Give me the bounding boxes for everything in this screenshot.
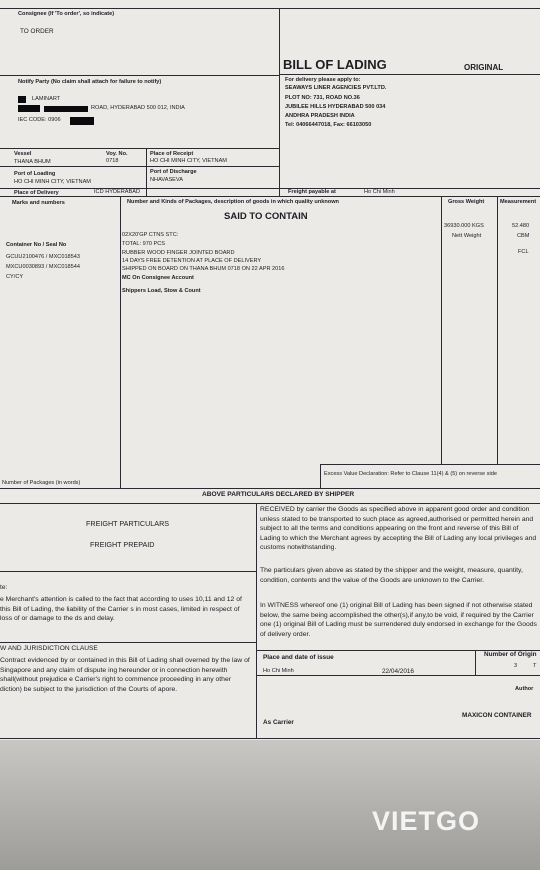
notify-party-line2: ROAD, HYDERABAD 500 012, INDIA [91,105,185,111]
above-particulars: ABOVE PARTICULARS DECLARED BY SHIPPER [202,491,355,498]
freight-prepaid: FREIGHT PREPAID [90,540,155,549]
notify-party-iec: IEC CODE: 0906 [18,117,61,123]
place-of-delivery-label: Place of Delivery [14,190,59,196]
received-clause: RECEIVED by carrier the Goods as specified above in apparent good order and condition unless stated to be transported to such place as agreed,authorised or permitted herein and subject to all the terms and conditions appearing on the front and reverse of this Bill of Lading to which the Merchant agrees by accepting the Bill of Lading any local privileges and customs notwithstanding. [260,506,537,552]
nett-weight-label: Nett Weight [452,233,482,239]
notify-party-label: Notify Party (No claim shall attach for failure to notify) [18,79,162,85]
divider [497,196,498,464]
jurisdiction-heading: W AND JURISDICTION CLAUSE [0,645,98,652]
vietgo-watermark: VIETGO [372,806,481,836]
merchant-note-heading: te: [0,584,8,591]
authorised-label: Author [515,686,534,692]
divider [0,196,540,197]
original-mark: ORIGINAL [464,63,504,72]
redaction-block [18,96,26,103]
number-of-originals-label: Number of Origin [484,651,537,658]
divider [256,503,257,738]
consignee-value: TO ORDER [20,28,54,35]
divider [320,464,540,465]
divider [0,571,256,572]
goods-description-line: RUBBER WOOD FINGER JOINTED BOARD [122,250,235,256]
container-line: MXCU0030893 / MXC018544 [6,264,81,270]
marks-header: Marks and numbers [12,200,65,206]
gross-weight-header: Gross Weight [448,199,485,205]
goods-description-line: SHIPPED ON BOARD ON THANA BHUM 0718 ON 22 APR 2016 [122,266,285,272]
place-date-issue-label: Place and date of issue [263,654,334,661]
place-of-receipt-label: Place of Receipt [150,151,194,157]
goods-description-line: 14 DAYS FREE DETENTION AT PLACE OF DELIVERY [122,258,262,264]
consignee-label: Consignee (If 'To order', so indicate) [18,11,115,17]
divider [0,166,280,167]
port-of-loading-value: HO CHI MINH CITY, VIETNAM [14,179,91,185]
freight-payable-value: Ho Chi Minh [364,189,395,195]
measurement-header: Measurement [500,199,537,205]
container-label: Container No / Seal No [6,242,67,248]
delivery-apply-label: For delivery please apply to: [285,77,361,83]
port-of-discharge-label: Port of Discharge [150,169,197,175]
redaction-block [70,117,94,125]
voyage-label: Voy. No. [106,151,128,157]
divider [441,196,442,464]
excess-value-declaration: Excess Value Declaration: Refer to Clause 11(4) & (5) on reverse side [324,471,497,477]
vessel-value: THANA BHUM [14,159,51,165]
measurement-value: 52.480 [512,223,530,229]
jurisdiction-text: Contract evidenced by or contained in this Bill of Lading shall overned by the law of Singapore and any claim of dispute ing hereunder or in connection herewith shall(without prejudice e Carrier's right to commence proceeding in any other diction) be subject to the jurisdiction of the Courts of apore. [0,657,250,693]
freight-particulars: FREIGHT PARTICULARS [86,519,170,528]
goods-description-line: 02X20'GP CTNS STC: [122,232,179,238]
packages-in-words-label: Number of Packages (in words) [2,480,81,486]
number-of-originals-words: T [533,663,537,669]
notify-party-line1: LAMINART [32,96,61,102]
measurement-unit: CBM [517,233,530,239]
photo-background [0,740,540,870]
delivery-apply-line: Tel: 04066447018, Fax: 66103050 [285,122,372,128]
container-line: CY/CY [6,274,24,280]
kinds-header: Number and Kinds of Packages, description of goods in which quality unknown [127,199,339,205]
document-title: BILL OF LADING [283,57,387,72]
container-line: GCUU2100476 / MXC018543 [6,254,81,260]
gross-weight-value: 36930.000 KGS [444,223,484,229]
delivery-apply-line: JUBILEE HILLS HYDERABAD 500 034 [285,104,386,110]
goods-description-line: TOTAL: 970 PCS [122,241,166,247]
divider [475,650,476,675]
redaction-block [18,105,40,112]
issue-date: 22/04/2016 [382,668,414,675]
divider [0,148,280,149]
issue-place: Ho Chi Minh [263,668,294,674]
divider [0,8,540,9]
fcl-mark: FCL [518,249,529,255]
divider [0,75,280,76]
divider [0,642,256,643]
port-of-discharge-value: NHAVASEVA [150,177,183,183]
divider [120,196,121,488]
merchant-note-text: e Merchant's attention is called to the fact that according to uses 10,11 and 12 of this Bill of Lading, the liability of the Carrier s in most cases, limited in respect of loss of or damage to the ds and delay. [0,596,242,623]
as-carrier-label: As Carrier [263,719,294,726]
vessel-label: Vessel [14,151,32,157]
divider [0,738,540,739]
said-to-contain: SAID TO CONTAIN [224,211,308,222]
divider [320,464,321,488]
delivery-apply-line: PLOT NO: 731, ROAD NO.36 [285,95,360,101]
voyage-value: 0718 [106,158,119,164]
number-of-originals-value: 3 [514,663,518,669]
divider [0,488,540,489]
witness-clause: In WITNESS whereof one (1) original Bill of Lading has been signed if not otherwise stated below, the same being accomplished the other(s),if any,to be void, if required by the Carrier one (1) original Bill of Lading must be surrendered duly endorsed in exchange for the Goods of delivery order. [260,602,537,638]
goods-description-line: MC On Consignee Account [122,275,194,281]
delivery-apply-line: ANDHRA PRADESH INDIA [285,113,355,119]
place-of-receipt-value: HO CHI MINH CITY, VIETNAM [150,158,227,164]
particulars-clause: The particulars given above as stated by the shipper and the weight, measure, quantity, condition, contents and the value of the Goods are unknown to the Carrier. [260,567,523,584]
redaction-block [44,106,88,112]
place-of-delivery-value: ICD HYDERABAD [94,189,141,195]
divider [280,74,540,75]
freight-payable-label: Freight payable at [288,189,336,195]
divider [146,148,147,196]
divider [0,188,540,189]
goods-description-line: Shippers Load, Stow & Count [122,288,201,294]
port-of-loading-label: Port of Loading [14,171,56,177]
divider [279,8,280,196]
divider [0,503,540,504]
delivery-apply-line: SEAWAYS LINER AGENCIES PVT.LTD. [285,85,387,91]
carrier-name: MAXICON CONTAINER [462,712,532,719]
